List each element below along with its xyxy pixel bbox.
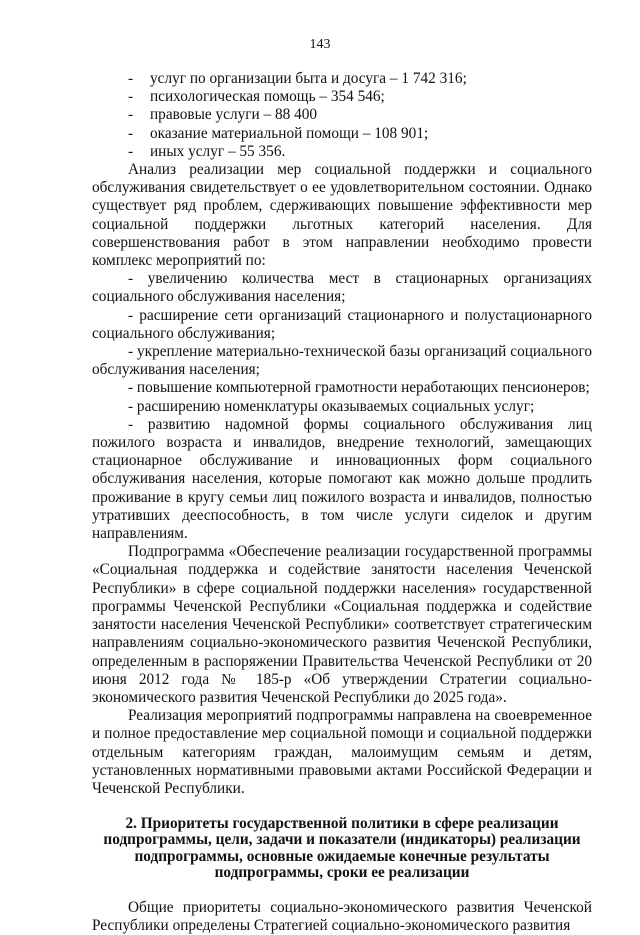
implementation-paragraph: Реализация мероприятий подпрограммы направлена на своевременное и полное предоставление мер социальной помощи и социальной поддержки отдельным категориям граждан, малоимущим семьям и детям, установленных нормативными правовыми актами Российской Федерации и Чеченской Республики.: [92, 707, 592, 797]
section-heading: 2. Приоритеты государственной политики в сфере реализации подпрограммы, цели, задачи и показатели (индикаторы) реализации подпрограммы, основные ожидаемые конечные результаты подпрограммы, сроки ее реализации: [103, 815, 581, 881]
list-item: - оказание материальной помощи – 108 901;: [92, 125, 592, 143]
bullet-marker: -: [128, 88, 134, 106]
list-item: - психологическая помощь – 354 546;: [92, 88, 592, 106]
list-item: - правовые услуги – 88 400: [92, 106, 592, 124]
analysis-paragraph: Анализ реализации мер социальной поддержки и социального обслуживания свидетельствует о ее удовлетворительном состоянии. Однако существует ряд проблем, сдерживающих повышение эффективности мер социальной поддержки льготных категорий населения. Для совершенствования работ в этом направлении необходимо провести комплекс мероприятий по:: [92, 161, 592, 270]
measure-item: - развитию надомной формы социального обслуживания лиц пожилого возраста и инвалидов, внедрение технологий, замещающих стационарное обслуживание и инновационных форм социального обслуживания населения, которые помогают как можно дольше продлить проживание в кругу семьи лиц пожилого возраста и инвалидов, полностью утративших дееспособность, в том числе услуги сиделок и другим направлениям.: [92, 415, 592, 543]
spacer: [92, 881, 592, 899]
page-number: 143: [309, 37, 331, 52]
bullet-marker: -: [128, 70, 134, 87]
measure-item: - расширение сети организаций стационарного и полустационарного социального обслуживания;: [92, 306, 592, 342]
list-item: - иных услуг – 55 356.: [92, 143, 592, 161]
bullet-marker: -: [128, 106, 134, 124]
measure-item: - укрепление материально-технической базы организаций социального обслуживания населения;: [92, 343, 592, 379]
page-content: [92, 70, 592, 935]
measure-item: - расширению номенклатуры оказываемых социальных услуг;: [128, 397, 535, 415]
subprogram-paragraph: Подпрограмма «Обеспечение реализации государственной программы «Социальная поддержка и содействие занятости населения Чеченской Республики» в сфере социальной поддержки населения» государственной программы Чеченской Республики «Социальная поддержка и содействие занятости населения Чеченской Республики» соответствует стратегическим направлениям социально-экономического развития Чеченской Республики, определенным в распоряжении Правительства Чеченской Республики от 20 июня 2012 года № 185-р «Об утверждении Стратегии социально-экономического развития Чеченской Республики до 2025 года».: [92, 543, 592, 706]
spacer: [92, 798, 592, 816]
bullet-marker: -: [128, 142, 134, 160]
services-list: [92, 70, 592, 161]
measure-item: - повышение компьютерной грамотности неработающих пенсионеров;: [128, 379, 590, 397]
priorities-paragraph: Общие приоритеты социально-экономического развития Чеченской Республики определены Стратегией социально-экономического развития: [92, 898, 592, 935]
measure-item: - увеличению количества мест в стационарных организациях социального обслуживания населения;: [92, 270, 592, 306]
list-item: - услуг по организации быта и досуга – 1 742 316;: [92, 70, 592, 88]
bullet-marker: -: [128, 124, 134, 142]
